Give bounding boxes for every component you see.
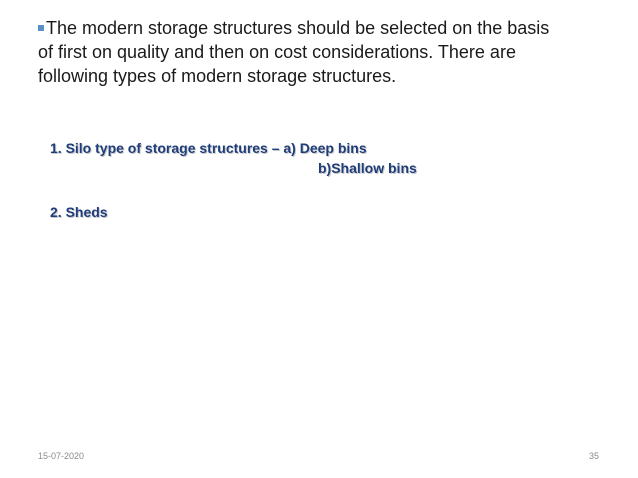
footer-date: 15-07-2020 xyxy=(38,451,85,461)
intro-line-1-text: The modern storage structures should be selected on the basis xyxy=(46,18,550,38)
intro-line-3: following types of modern storage structures. xyxy=(38,66,397,86)
square-bullet-icon xyxy=(38,25,44,31)
intro-line-2: of first on quality and then on cost considerations. There are xyxy=(38,42,516,62)
item-silo-structures: 1. Silo type of storage structures – a) Deep bins xyxy=(50,140,367,156)
item-sheds: 2. Sheds xyxy=(50,204,108,220)
intro-paragraph xyxy=(38,16,610,88)
intro-line-1 xyxy=(38,16,610,40)
item-silo-shallow-bins: b)Shallow bins xyxy=(318,160,417,176)
footer-page-number: 35 xyxy=(589,451,600,461)
